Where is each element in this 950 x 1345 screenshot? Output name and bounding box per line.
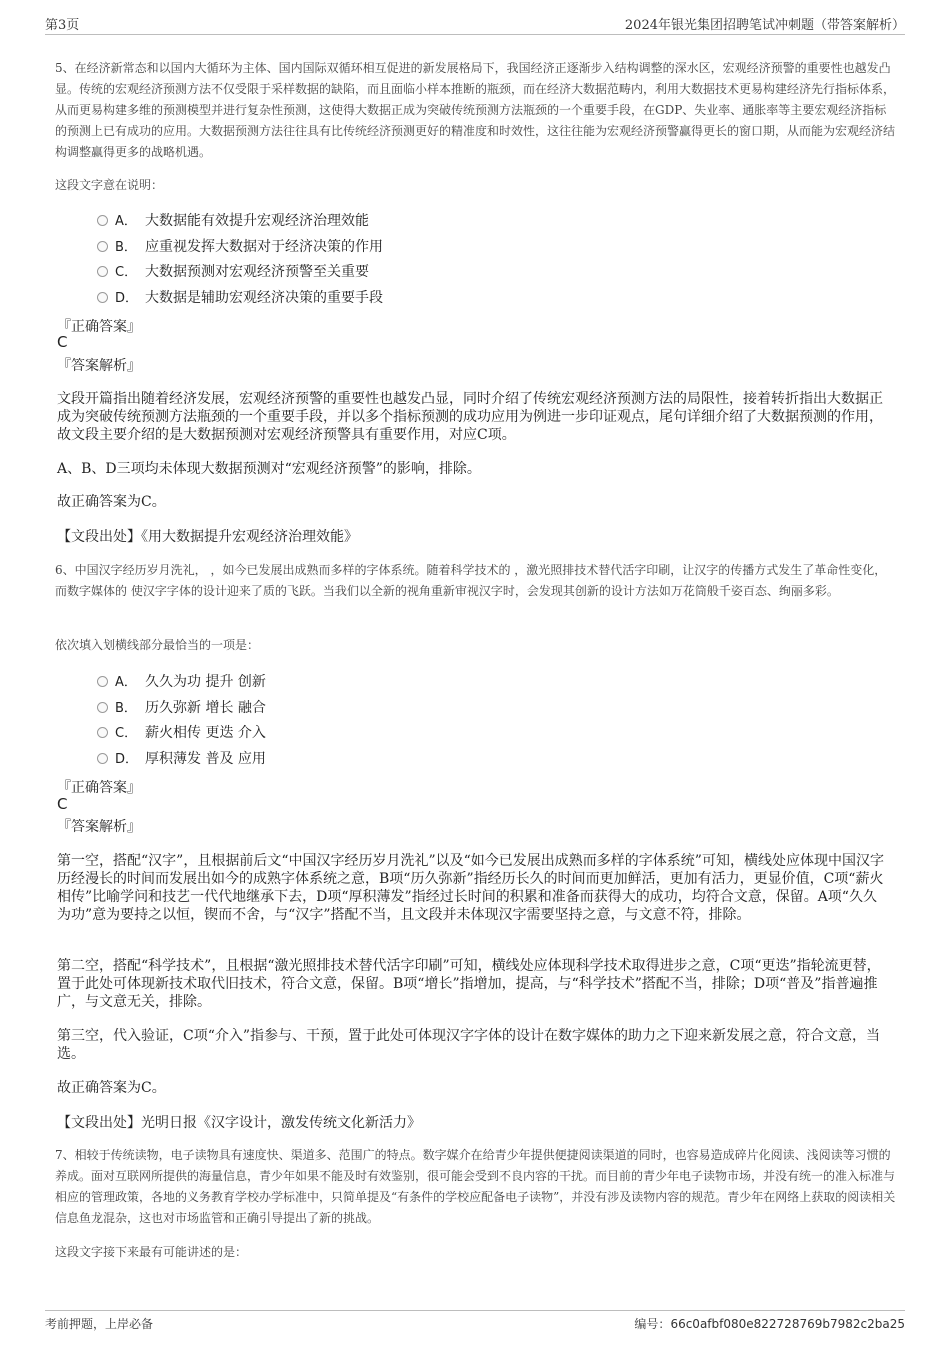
page-number: 第3页 [45, 18, 80, 33]
radio-icon[interactable] [97, 702, 108, 713]
q5-option-d[interactable]: D． 大数据是辅助宏观经济决策的重要手段 [97, 287, 383, 307]
q6-option-d[interactable]: D． 厚积薄发 普及 应用 [97, 748, 266, 768]
q5-option-c[interactable]: C． 大数据预测对宏观经济预警至关重要 [97, 261, 369, 281]
page-header [45, 12, 905, 35]
footer-note: 考前押题，上岸必备 [45, 1317, 154, 1331]
q7-passage: 7、相较于传统读物，电子读物具有速度快、渠道多、范围广的特点。数字媒介在给青少年提供便捷阅读渠道的同时，也容易造成碎片化阅读、浅阅读等习惯的养成。面对互联网所提供的海量信息，青少年如果不能及时有效鉴别，很可能会受到不良内容的干扰。而目前的青少年电子读物市场，并没有统一的准入标准与相应的管理政策，各地的义务教育学校办学标准中，只简单提及“有条件的学校应配备电子读物”，并没有涉及读物内容的规范。青少年在网络上获取的阅读相关信息鱼龙混杂，这也对市场监管和正确引导提出了新的挑战。 [55, 1148, 896, 1225]
q6-answer-label: 『正确答案』 [57, 780, 141, 796]
q6-answer: C [57, 795, 68, 813]
q6-analysis-p4: 故正确答案为C。 [57, 1080, 166, 1096]
q6-analysis-label: 『答案解析』 [57, 819, 141, 835]
radio-icon[interactable] [97, 292, 108, 303]
radio-icon[interactable] [97, 676, 108, 687]
radio-icon[interactable] [97, 241, 108, 252]
radio-icon[interactable] [97, 753, 108, 764]
q6-option-b[interactable]: B． 历久弥新 增长 融合 [97, 697, 266, 717]
q6-analysis-p1: 第一空，搭配“汉字”，且根据前后文“中国汉字经历岁月洗礼”以及“如今已发展出成熟而多样的字体系统”可知，横线处应体现中国汉字历经漫长的时间而发展出如今的成熟字体系统之意，B项“历久弥新”指经历长久的时间而更加鲜活，更加有活力，更显价值，C项“薪火相传”比喻学问和技艺一代代地继承下去，D项“厚积薄发”指经过长时间的积累和准备而获得大的成功，均符合文意，保留。A项“久久为功”意为要持之以恒，锲而不舍，与“汉字”搭配不当，且文段并未体现汉字需要坚持之意，与文意不符，排除。 [57, 853, 884, 923]
q6-option-c[interactable]: C． 薪火相传 更迭 介入 [97, 722, 266, 742]
q5-analysis-label: 『答案解析』 [57, 358, 141, 374]
q7-prompt: 这段文字接下来最有可能讲述的是： [55, 1245, 248, 1259]
q5-option-b[interactable]: B． 应重视发挥大数据对于经济决策的作用 [97, 236, 383, 256]
document-id-value: 66c0afbf080e822728769b7982c2ba25 [670, 1317, 905, 1331]
q5-analysis-p2: A、B、D三项均未体现大数据预测对“宏观经济预警”的影响，排除。 [57, 461, 481, 477]
q6-analysis-p2: 第二空，搭配“科学技术”，且根据“激光照排技术替代活字印刷”可知，横线处应体现科学技术取得进步之意，C项“更迭”指轮流更替，置于此处可体现新技术取代旧技术，符合文意，保留。B项“增长”指增加，提高，与“科学技术”搭配不当，排除；D项“普及”指普遍推广，与文意无关，排除。 [57, 958, 881, 1010]
q5-passage: 5、在经济新常态和以国内大循环为主体、国内国际双循环相互促进的新发展格局下，我国经济正逐渐步入结构调整的深水区，宏观经济预警的重要性也越发凸显。传统的宏观经济预测方法不仅受限于采样数据的缺陷，而且面临小样本推断的瓶颈，而在经济大数据范畴内，利用大数据技术更易构建经济先行指标体系，从而更易构建多维的预测模型并进行复杂性预测，这使得大数据正成为突破传统预测方法瓶颈的一个重要手段，在GDP、失业率、通胀率等主要宏观经济指标的预测上已有成功的应用。大数据预测方法往往具有比传统经济预测更好的精准度和时效性，这往往能为宏观经济预警赢得更长的窗口期，从而能为宏观经济结构调整赢得更多的战略机遇。 [55, 61, 896, 159]
q5-analysis-p3: 故正确答案为C。 [57, 494, 166, 510]
q6-passage: 6、中国汉字经历岁月洗礼， ，如今已发展出成熟而多样的字体系统。随着科学技术的 ，激光照排技术替代活字印刷，让汉字的传播方式发生了革命性变化，而数字媒体的 使汉字字体的设计迎来了质的飞跃。当我们以全新的视角重新审视汉字时，会发现其创新的设计方法如万花筒般千姿百态、绚丽多彩。 [55, 563, 887, 598]
q5-source: 【文段出处】《用大数据提升宏观经济治理效能》 [57, 529, 358, 545]
q6-prompt: 依次填入划横线部分最恰当的一项是： [55, 638, 260, 652]
q5-prompt: 这段文字意在说明： [55, 178, 164, 192]
document-id [634, 1315, 905, 1332]
q5-answer: C [57, 333, 68, 351]
q5-analysis-p1: 文段开篇指出随着经济发展，宏观经济预警的重要性也越发凸显，同时介绍了传统宏观经济预测方法的局限性，接着转折指出大数据正成为突破传统预测方法瓶颈的一个重要手段，并以多个指标预测的成功应用为例进一步印证观点，尾句详细介绍了大数据预测的作用，故文段主要介绍的是大数据预测对宏观经济预警具有重要作用，对应C项。 [57, 391, 883, 443]
radio-icon[interactable] [97, 727, 108, 738]
q6-analysis-p3: 第三空，代入验证，C项“介入”指参与、干预，置于此处可体现汉字字体的设计在数字媒体的助力之下迎来新发展之意，符合文意，当选。 [57, 1028, 881, 1062]
q6-source: 【文段出处】光明日报《汉字设计，激发传统文化新活力》 [57, 1115, 421, 1131]
page-footer [45, 1310, 905, 1335]
q6-option-a[interactable]: A． 久久为功 提升 创新 [97, 671, 266, 691]
radio-icon[interactable] [97, 215, 108, 226]
radio-icon[interactable] [97, 266, 108, 277]
q5-answer-label: 『正确答案』 [57, 319, 141, 335]
document-id-label: 编号： [634, 1317, 671, 1331]
q5-option-a[interactable]: A． 大数据能有效提升宏观经济治理效能 [97, 210, 369, 230]
document-title: 2024年银光集团招聘笔试冲刺题（带答案解析） [624, 18, 905, 33]
